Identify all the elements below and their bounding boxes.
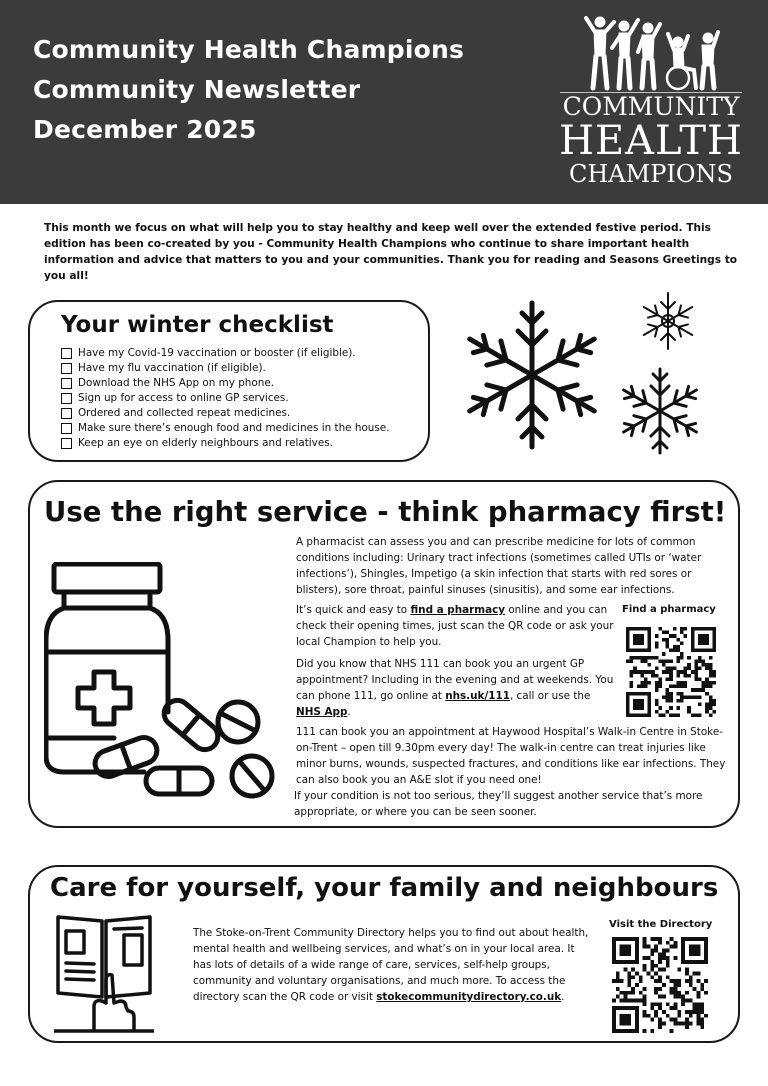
checklist-item-label: Have my Covid-19 vaccination or booster (if eligible). [78,347,356,359]
stoke-community-directory-link[interactable]: stokecommunitydirectory.co.uk [376,991,562,1003]
care-directory-card [28,865,740,1043]
header-titles [33,30,464,150]
header-title-line-1: Community Health Champions [33,35,465,64]
pharmacy-paragraph-referral: If your condition is not too serious, they’ll suggest another service that’s more appropriate, or where you can be seen sooner. [294,790,703,818]
pharmacy-paragraph-find [296,602,614,650]
checklist-item[interactable] [61,406,390,421]
find-a-pharmacy-link[interactable]: find a pharmacy [410,604,506,616]
checkbox[interactable] [61,438,72,449]
find-pharmacy-qr-code[interactable] [626,627,716,717]
checkbox[interactable] [61,378,72,389]
checklist-item-label: Ordered and collected repeat medicines. [78,407,291,419]
small-snowflake-icon [640,293,695,349]
pharmacy-paragraph-conditions: A pharmacist can assess you and can prescribe medicine for lots of common conditions including: Urinary tract infections (sometimes called UTIs or ‘water infections’), Shingles, Impetigo (a skin infection that starts with red sores or blisters), sore throat, painful sinuses (sinusitis), and some ear infections. [296,536,702,596]
directory-book-icon [54,911,154,1033]
checklist-item-label: Keep an eye on elderly neighbours and relatives. [78,437,333,449]
pharmacy-paragraph-111 [296,656,614,720]
text-span: The Stoke-on-Trent Community Directory helps you to find out about health, mental health and wellbeing services, and what’s on in your local area. It has lots of details of a wide range of care, services, self-help groups, community and voluntary organisations, and much more. To access the directory scan the QR code or visit [193,927,589,1003]
medicine-bottle-and-pills-icon [44,562,284,812]
nhs-app-link[interactable]: NHS App [296,706,348,718]
checklist-item[interactable] [61,391,390,406]
checklist-item[interactable] [61,436,390,451]
checkbox[interactable] [61,348,72,359]
winter-checklist-card [28,300,430,462]
community-health-champions-logo [556,12,746,190]
logo-word-community: COMMUNITY [562,92,740,121]
intro-paragraph: This month we focus on what will help you to stay healthy and keep well over the extended festive period. This edition has been co-created by you - Community Health Champions who continue to share important health information and advice that matters to you and your communities. Thank you for reading and Seasons Greetings to you all! [44,222,738,282]
checklist-item[interactable] [61,361,390,376]
text-span: Did you know that NHS 111 can book you an urgent GP appointment? Including in the evening and at weekends. You can phone 111, go online at [296,658,614,702]
nhs-111-link[interactable]: nhs.uk/111 [445,690,510,702]
checklist-item[interactable] [61,346,390,361]
directory-paragraph [193,925,593,1005]
text-span: It’s quick and easy to [296,604,411,616]
large-snowflake-icon [463,303,602,447]
header-title-line-3: December 2025 [33,115,257,144]
checklist-item-label: Have my flu vaccination (if eligible). [78,362,266,374]
visit-directory-qr-label: Visit the Directory [609,919,713,930]
checklist-item-label: Download the NHS App on my phone. [78,377,275,389]
pharmacy-section-title: Use the right service - think pharmacy first! [44,496,727,528]
checklist-item-label: Sign up for access to online GP services. [78,392,289,404]
checklist-items [61,346,390,451]
header-title-line-2: Community Newsletter [33,75,361,104]
people-silhouettes-icon [580,12,720,92]
text-span: online and you can check their opening times, just scan the QR code or ask your local Champion to help you. [296,604,614,648]
logo-word-champions: CHAMPIONS [569,160,733,188]
medium-snowflake-icon [619,369,701,453]
checklist-item[interactable] [61,376,390,391]
snowflakes-illustration [450,285,750,465]
text-span: , call or use the [509,690,591,702]
text-span: . [561,991,565,1003]
checklist-title: Your winter checklist [61,312,334,338]
text-span: . [347,706,351,718]
care-section-title: Care for yourself, your family and neighbours [50,873,719,903]
checkbox[interactable] [61,393,72,404]
checkbox[interactable] [61,423,72,434]
find-pharmacy-qr-label: Find a pharmacy [622,604,716,615]
logo-word-health: HEALTH [559,118,743,164]
pharmacy-first-card [28,480,740,828]
checkbox[interactable] [61,408,72,419]
newsletter-header [0,0,768,204]
checklist-item-label: Make sure there’s enough food and medicines in the house. [78,422,390,434]
visit-directory-qr-code[interactable] [612,937,708,1033]
checkbox[interactable] [61,363,72,374]
pharmacy-paragraph-walk-in: 111 can book you an appointment at Haywood Hospital’s Walk-in Centre in Stoke-on-Trent – open till 9.30pm every day! The walk-in centre can treat injuries like minor burns, wounds, suspected fractures, and conditions like ear infections. They can also book you an A&E slot if you need one! [296,726,726,786]
checklist-item[interactable] [61,421,390,436]
